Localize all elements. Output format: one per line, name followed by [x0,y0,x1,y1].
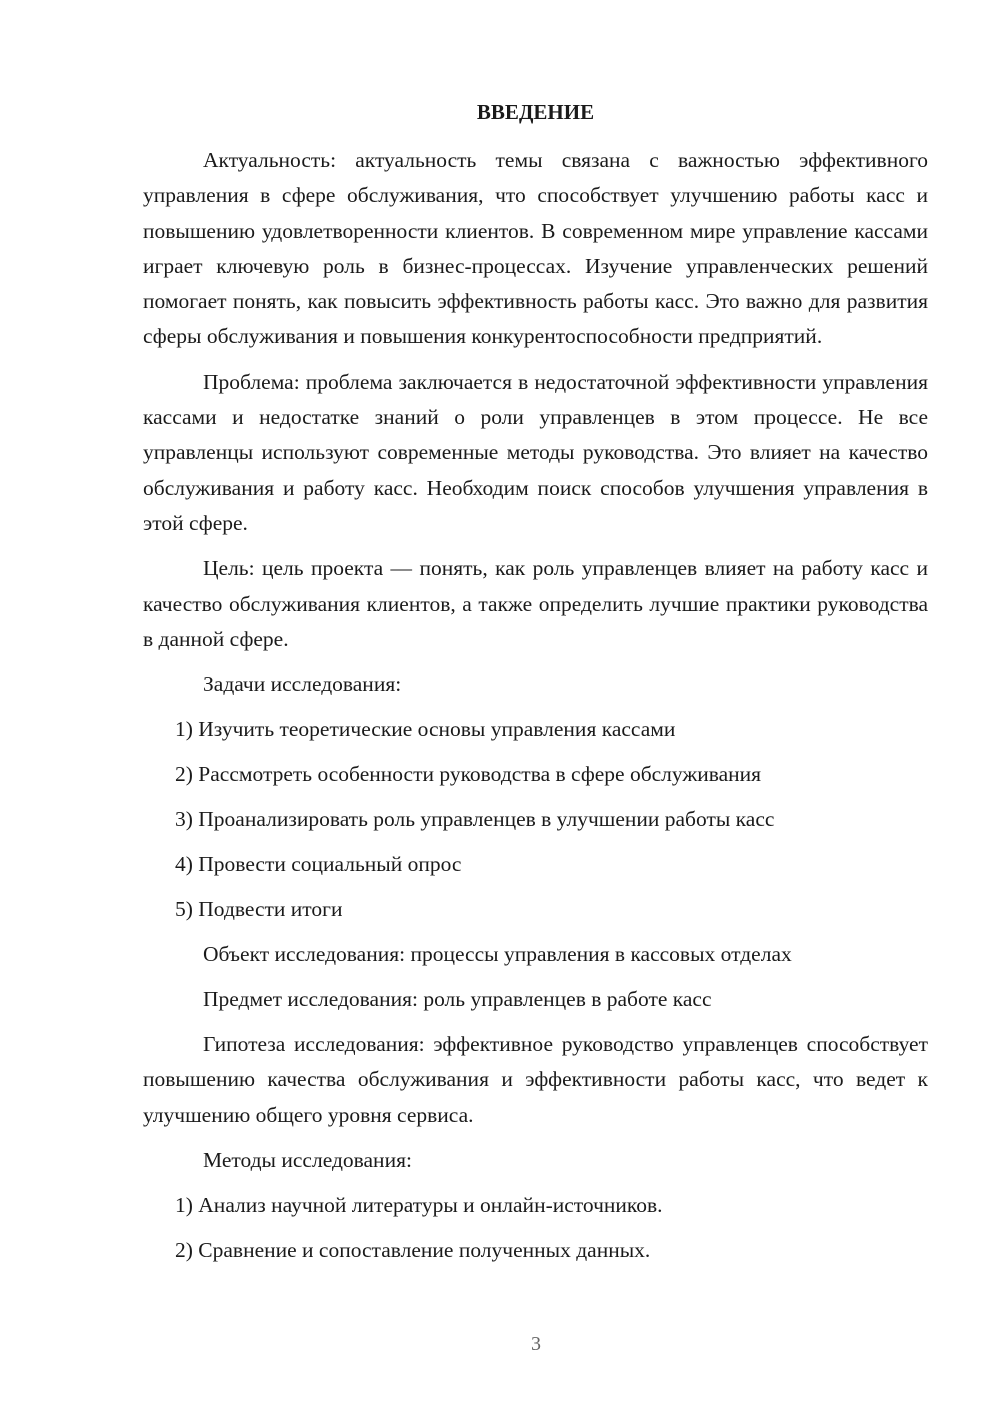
task-item-1: 1) Изучить теоретические основы управления кассами [175,717,676,742]
task-item-4: 4) Провести социальный опрос [175,852,462,877]
page-number: 3 [531,1333,541,1355]
method-item-2: 2) Сравнение и сопоставление полученных данных. [175,1238,651,1263]
research-object: Объект исследования: процессы управления в кассовых отделах [203,942,792,967]
task-item-2: 2) Рассмотреть особенности руководства в сфере обслуживания [175,762,762,787]
method-item-1: 1) Анализ научной литературы и онлайн-источников. [175,1193,663,1218]
goal-paragraph: Цель: цель проекта — понять, как роль управленцев влияет на работу касс и качество обслуживания клиентов, а также определить лучшие практики руководства в данной сфере. [143,556,928,651]
page-content [143,95,928,1278]
task-item-3: 3) Проанализировать роль управленцев в улучшении работы касс [175,807,775,832]
relevance-paragraph: Актуальность: актуальность темы связана с важностью эффективного управления в сфере обслуживания, что способствует улучшению работы касс и повышению удовлетворенности клиентов. В современном мире управление кассами играет ключевую роль в бизнес-процессах. Изучение управленческих решений помогает понять, как повысить эффективность работы касс. Это важно для развития сферы обслуживания и повышения конкурентоспособности предприятий. [143,148,928,349]
task-item-5: 5) Подвести итоги [175,897,343,922]
research-subject: Предмет исследования: роль управленцев в работе касс [203,987,712,1012]
problem-paragraph: Проблема: проблема заключается в недостаточной эффективности управления кассами и недостатке знаний о роли управленцев в этом процессе. Не все управленцы используют современные методы руководства. Это влияет на качество обслуживания и работу касс. Необходим поиск способов улучшения управления в этой сфере. [143,369,928,535]
page-title: ВВЕДЕНИЕ [476,100,595,124]
hypothesis-paragraph: Гипотеза исследования: эффективное руководство управленцев способствует повышению качества обслуживания и эффективности работы касс, что ведет к улучшению общего уровня сервиса. [143,1032,928,1127]
tasks-heading: Задачи исследования: [203,672,402,697]
methods-heading: Методы исследования: [203,1148,412,1173]
